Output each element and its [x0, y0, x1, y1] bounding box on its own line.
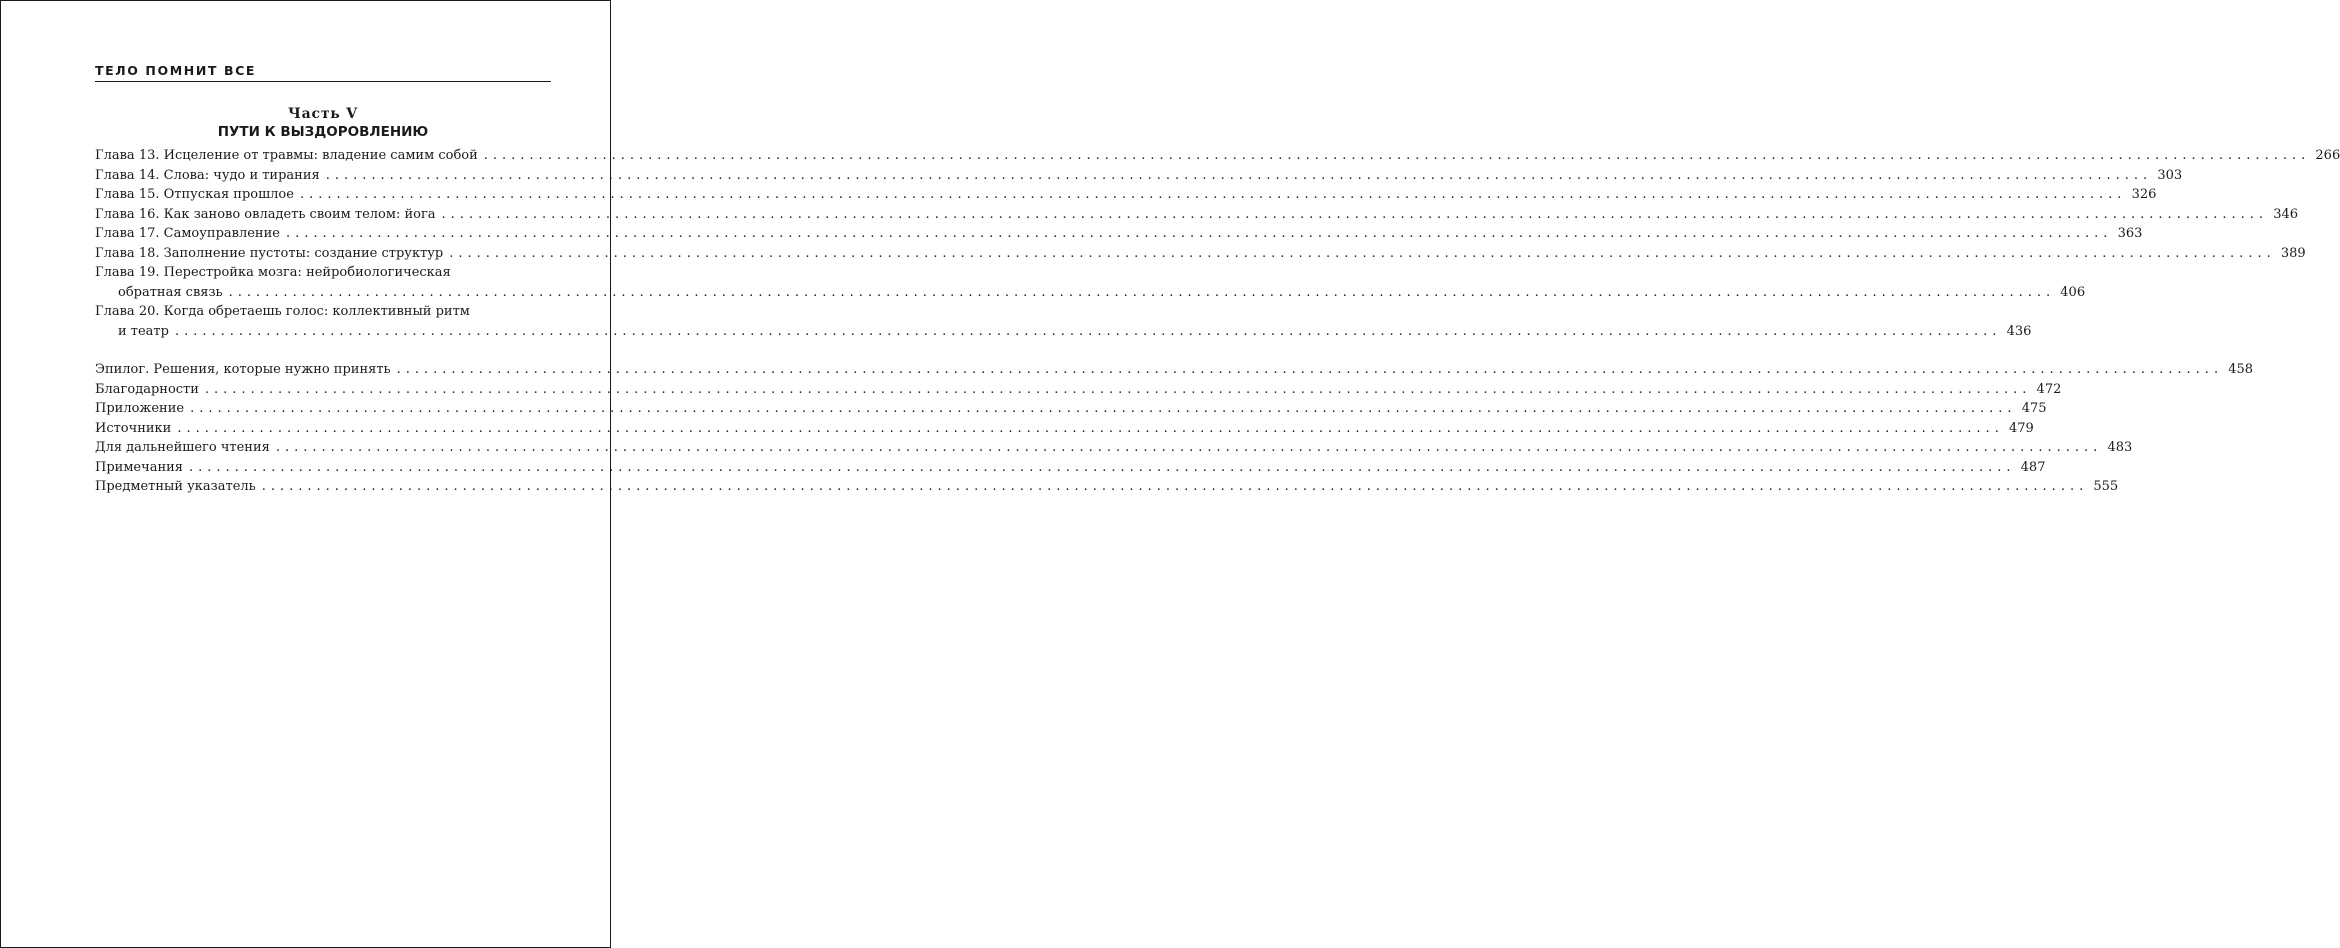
toc-page-number: 406	[2060, 284, 2086, 300]
toc-page-number: 326	[2131, 187, 2157, 202]
dot-leader: ........................................................................................................................................................................................................	[441, 206, 2269, 222]
running-header: ТЕЛО ПОМНИТ ВСЕ	[95, 63, 256, 78]
toc-entry-line	[95, 263, 551, 283]
table-of-contents	[95, 146, 2340, 497]
toc-entry	[95, 146, 2340, 166]
toc-entry	[95, 185, 2157, 205]
chapters-list	[95, 146, 2340, 341]
toc-entry	[95, 380, 2062, 400]
toc-entry-title: Предметный указатель	[95, 479, 256, 494]
toc-entry-line	[95, 166, 2183, 186]
toc-entry	[95, 302, 2032, 341]
toc-page-number: 436	[2006, 323, 2032, 339]
toc-entry-line	[95, 438, 2133, 458]
part-title: ПУТИ К ВЫЗДОРОВЛЕНИЮ	[217, 124, 429, 140]
toc-entry-line	[95, 419, 2034, 439]
toc-entry-line	[95, 283, 2086, 303]
toc-entry-title: и театр	[118, 323, 169, 339]
toc-entry-line	[95, 322, 2032, 342]
toc-entry-line	[95, 477, 2119, 497]
toc-entry-line	[95, 360, 2254, 380]
toc-entry	[95, 263, 2086, 302]
toc-page-number: 479	[2009, 420, 2034, 436]
toc-entry	[95, 166, 2183, 186]
toc-page-number: 346	[2273, 206, 2299, 222]
dot-leader: ........................................................................................................................................................................................................	[177, 420, 2004, 436]
toc-page-number: 555	[2093, 479, 2119, 494]
toc-page-number: 472	[2036, 381, 2062, 397]
toc-page-number: 458	[2228, 362, 2254, 377]
toc-entry	[95, 477, 2119, 497]
dot-leader: ........................................................................................................................................................................................................	[325, 167, 2153, 183]
dot-leader: ........................................................................................................................................................................................................	[449, 245, 2276, 261]
part-label: Часть V	[288, 106, 358, 122]
toc-page-number: 487	[2020, 459, 2046, 475]
dot-leader: ........................................................................................................................................................................................................	[396, 362, 2224, 377]
toc-entry-title: Глава 13. Исцеление от травмы: владение самим собой	[95, 148, 478, 163]
toc-page-number: 303	[2157, 167, 2183, 183]
dot-leader: ........................................................................................................................................................................................................	[285, 226, 2113, 241]
toc-entry	[95, 205, 2299, 225]
part-heading	[95, 105, 551, 142]
toc-entry-title: Глава 20. Когда обретаешь голос: коллективный ритм	[95, 304, 470, 319]
toc-entry	[95, 399, 2047, 419]
dot-leader: ........................................................................................................................................................................................................	[204, 381, 2032, 397]
dot-leader: ........................................................................................................................................................................................................	[261, 479, 2089, 494]
toc-page-number: 475	[2021, 401, 2047, 416]
toc-entry-title: Глава 17. Самоуправление	[95, 226, 280, 241]
toc-entry-title: Глава 16. Как заново овладеть своим телом: йога	[95, 206, 436, 222]
dot-leader: ........................................................................................................................................................................................................	[228, 284, 2056, 300]
toc-entry-title: Приложение	[95, 401, 185, 416]
toc-entry-title: Глава 18. Заполнение пустоты: создание структур	[95, 245, 444, 261]
toc-entry	[95, 224, 2143, 244]
toc-entry-title: Глава 15. Отпуская прошлое	[95, 187, 294, 202]
toc-entry-title: Для дальнейшего чтения	[95, 440, 270, 455]
dot-leader: ........................................................................................................................................................................................................	[189, 459, 2016, 475]
header-rule	[95, 81, 551, 82]
toc-entry-title: Глава 19. Перестройка мозга: нейробиологическая	[95, 265, 451, 280]
toc-entry	[95, 360, 2254, 380]
toc-entry-line	[95, 244, 2306, 264]
toc-entry-line	[95, 380, 2062, 400]
toc-entry-line	[95, 399, 2047, 419]
toc-entry-line	[95, 302, 551, 322]
toc-page-number: 363	[2117, 226, 2143, 241]
toc-entry-title: Глава 14. Слова: чудо и тирания	[95, 167, 320, 183]
toc-entry	[95, 244, 2306, 264]
toc-entry	[95, 419, 2034, 439]
dot-leader: ........................................................................................................................................................................................................	[299, 187, 2127, 202]
dot-leader: ........................................................................................................................................................................................................	[483, 148, 2311, 163]
toc-entry-title: Эпилог. Решения, которые нужно принять	[95, 362, 391, 377]
toc-entry-line	[95, 458, 2046, 478]
back-matter-list	[95, 360, 2254, 497]
toc-entry-title: Благодарности	[95, 381, 199, 397]
toc-entry-title: Источники	[95, 420, 172, 436]
toc-entry	[95, 438, 2133, 458]
dot-leader: ........................................................................................................................................................................................................	[174, 323, 2002, 339]
toc-entry-line	[95, 146, 2340, 166]
dot-leader: ........................................................................................................................................................................................................	[190, 401, 2017, 416]
toc-page-number: 483	[2107, 440, 2133, 455]
toc-entry-line	[95, 185, 2157, 205]
toc-entry	[95, 458, 2046, 478]
toc-entry-title: Примечания	[95, 459, 184, 475]
toc-page-number: 389	[2280, 245, 2306, 261]
toc-entry-line	[95, 205, 2299, 225]
dot-leader: ........................................................................................................................................................................................................	[275, 440, 2103, 455]
toc-entry-line	[95, 224, 2143, 244]
toc-page-number: 266	[2315, 148, 2340, 163]
toc-entry-title: обратная связь	[118, 284, 223, 300]
